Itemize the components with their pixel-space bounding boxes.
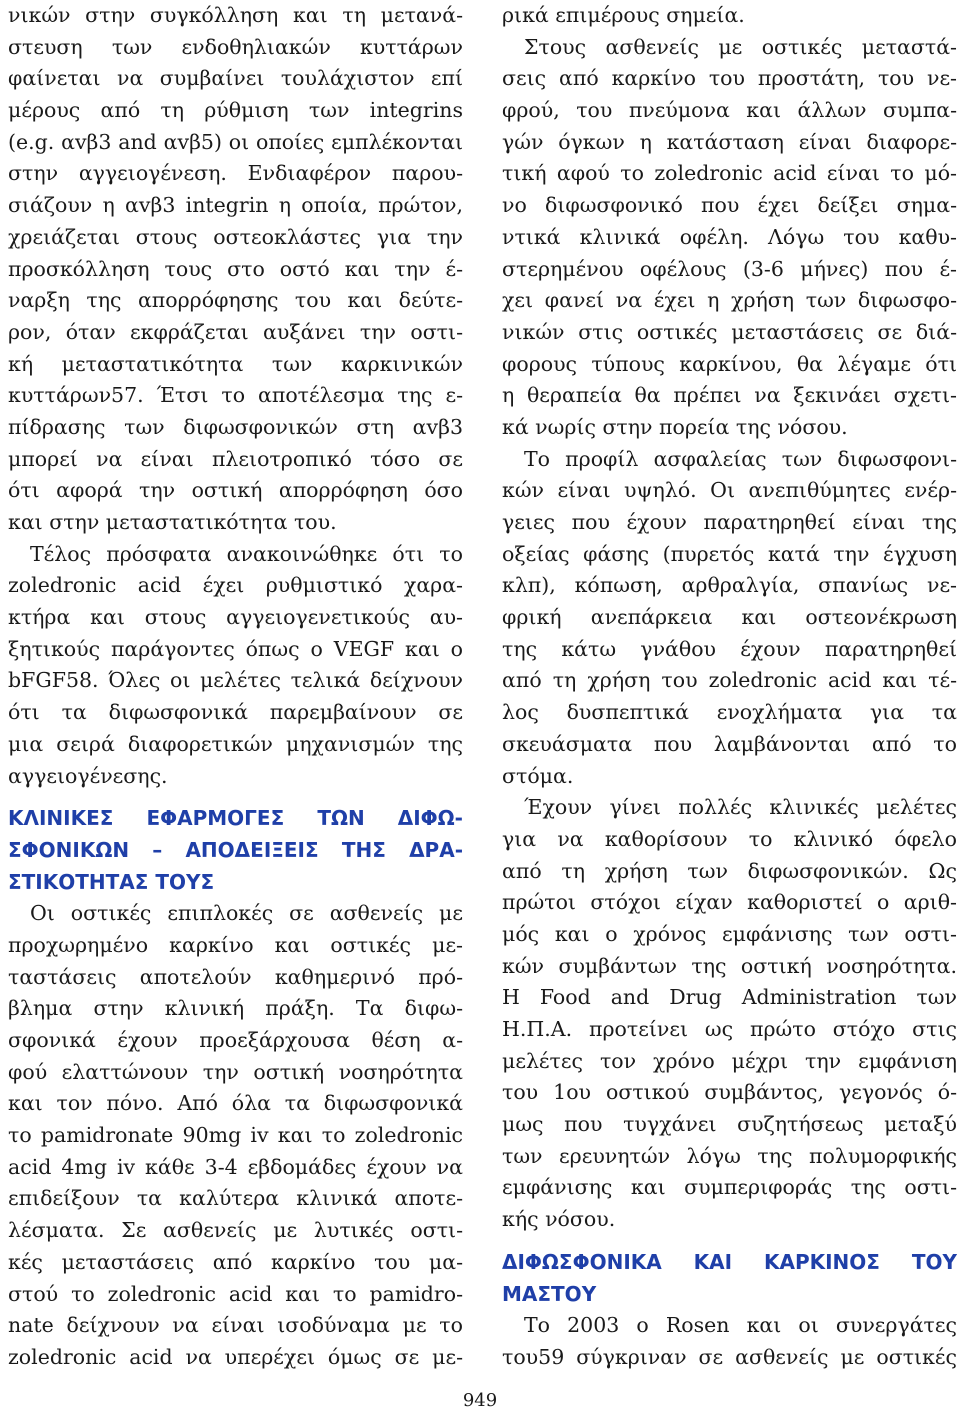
text-line: στόμα. xyxy=(502,763,574,788)
text-line: και τον πόνο. Από όλα τα διφωσφονικά xyxy=(8,1091,463,1116)
text-line: η θεραπεία θα πρέπει να ξεκινάει σχετι- xyxy=(502,383,957,408)
text-line: μέρους από τη ρύθμιση των integrins xyxy=(8,98,463,123)
text-line: τική αφού το zoledronic acid είναι το μό- xyxy=(502,161,957,186)
text-line: στού το zoledronic acid και το pamidro- xyxy=(8,1281,463,1306)
text-line: μός και ο χρόνος εμφάνισης των οστι- xyxy=(502,921,957,946)
page-number: 949 xyxy=(462,1390,498,1411)
text-line: κές μεταστάσεις από καρκίνο του μα- xyxy=(8,1249,463,1274)
text-line: εμφάνισης και συμπεριφοράς της οστι- xyxy=(502,1175,957,1200)
text-line: για να καθορίσουν το κλινικό όφελο xyxy=(502,826,957,851)
paragraph-gap xyxy=(502,1236,957,1247)
text-line: λέσματα. Σε ασθενείς με λυτικές οστι- xyxy=(8,1218,463,1243)
text-line: ρικά επιμέρους σημεία. xyxy=(502,3,745,27)
text-line: χει φανεί να έχει η χρήση των διφωσφο- xyxy=(502,288,957,313)
section-heading: ΜΑΣΤΟΥ xyxy=(502,1281,597,1306)
text-line: bFGF58. Όλες οι μελέτες τελικά δείχνουν xyxy=(8,668,463,693)
text-line: ότι τα διφωσφονικά παρεμβαίνουν σε xyxy=(8,700,463,725)
text-line: κών συμβάντων της οστική νοσηρότητα. xyxy=(502,953,957,978)
text-line: στην αγγειογένεση. Ενδιαφέρον παρου- xyxy=(8,161,463,186)
text-line: επιδείξουν τα καλύτερα κλινικά αποτε- xyxy=(8,1186,463,1211)
text-line: κής νόσου. xyxy=(502,1207,616,1232)
text-line: zoledronic acid έχει ρυθμιστικό χαρα- xyxy=(8,573,463,598)
text-line: χρειάζεται στους οστεοκλάστες για την xyxy=(8,224,463,249)
text-line: σιάζουν η αvβ3 integrin η οποία, πρώτον, xyxy=(8,193,463,218)
text-line: Η.Π.Α. προτείνει ως πρώτο στόχο στις xyxy=(502,1017,957,1041)
text-line: ξητικούς παράγοντες όπως ο VEGF και ο xyxy=(8,636,463,661)
paragraph-gap xyxy=(8,792,463,803)
text-line: το pamidronate 90mg iv και το zoledronic xyxy=(8,1123,463,1148)
text-line: των ερευνητών λόγω της πολυμορφικής xyxy=(502,1143,957,1168)
section-heading: ΣΤΙΚΟΤΗΤΑΣ ΤΟΥΣ xyxy=(8,869,215,894)
text-line: προχωρημένο καρκίνο και οστικές με- xyxy=(8,932,463,957)
text-line: Η Food and Drug Administration των xyxy=(502,985,957,1010)
right-column xyxy=(502,0,957,1374)
text-line: ναρξη της απορρόφησης του και δεύτε- xyxy=(8,288,463,313)
text-line: αγγειογένεσης. xyxy=(8,763,168,788)
text-line: Έχουν γίνει πολλές κλινικές μελέτες xyxy=(524,795,957,820)
text-line: κών είναι υψηλό. Οι ανεπιθύμητες ενέρ- xyxy=(502,478,957,503)
text-line: φορους τύπους καρκίνου, θα λέγαμε ότι xyxy=(502,351,957,376)
text-line: σεις από καρκίνο του προστάτη, του νε- xyxy=(502,66,957,91)
text-line: Το 2003 ο Rosen και οι συνεργάτες xyxy=(524,1313,957,1338)
text-line: acid 4mg iv κάθε 3-4 εβδομάδες έχουν να xyxy=(8,1154,463,1179)
text-line: zoledronic acid να υπερέχει όμως σε με- xyxy=(8,1344,463,1369)
text-line: μπορεί να είναι πλειοτροπικό τόσο σε xyxy=(8,446,463,471)
left-column xyxy=(8,0,463,1374)
text-line: στευση των ενδοθηλιακών κυττάρων xyxy=(8,34,463,59)
text-line: φαίνεται να συμβαίνει τουλάχιστον επί xyxy=(8,66,463,91)
text-line: πρώτοι στόχοι είχαν καθοριστεί ο αριθ- xyxy=(502,890,957,915)
text-line: κυττάρων57. Έτσι το αποτέλεσμα της ε- xyxy=(8,383,463,408)
text-line: βλημα στην κλινική πράξη. Τα διφω- xyxy=(8,996,463,1021)
text-line: μια σειρά διαφορετικών μηχανισμών της xyxy=(8,731,463,756)
text-line: μελέτες τον χρόνο μέχρι την εμφάνιση xyxy=(502,1048,957,1073)
text-line: νο διφωσφονικό που έχει δείξει σημα- xyxy=(502,193,957,218)
text-line: ταστάσεις αποτελούν καθημερινό πρό- xyxy=(8,964,463,989)
text-line: νικών στην συγκόλληση και τη μετανά- xyxy=(8,3,463,27)
text-line: φρική ανεπάρκεια και οστεονέκρωση xyxy=(502,605,957,630)
text-line: μως που τυγχάνει συζητήσεως μεταξύ xyxy=(502,1112,957,1137)
text-line: Στους ασθενείς με οστικές μεταστά- xyxy=(524,34,957,59)
text-line: του 1ου οστικού συμβάντος, γεγονός ό- xyxy=(502,1080,957,1105)
section-heading: ΔΙΦΩΣΦΟΝΙΚΑ ΚΑΙ ΚΑΡΚΙΝΟΣ ΤΟΥ xyxy=(502,1249,957,1274)
text-line: στερημένου οφέλους (3-6 μήνες) που έ- xyxy=(502,256,957,281)
text-line: ρον, όταν εκφράζεται αυξάνει την οστι- xyxy=(8,319,463,344)
section-heading: ΚΛΙΝΙΚΕΣ ΕΦΑΡΜΟΓΕΣ ΤΩΝ ΔΙΦΩ- xyxy=(8,806,463,831)
text-line: νικών στις οστικές μεταστάσεις σε διά- xyxy=(502,319,957,344)
text-line: λος δυσπεπτικά ενοχλήματα για τα xyxy=(502,700,957,725)
text-line: σφονικά έχουν προεξάρχουσα θέση α- xyxy=(8,1028,463,1052)
text-line: ντικά κλινικά οφέλη. Λόγω του καθυ- xyxy=(502,224,957,249)
text-line: προσκόλληση τους στο οστό και την έ- xyxy=(8,256,463,281)
text-line: Οι οστικές επιπλοκές σε ασθενείς με xyxy=(30,901,463,926)
text-line: σκευάσματα που λαμβάνονται από το xyxy=(502,731,957,756)
text-line: του59 σύγκριναν σε ασθενείς με οστικές xyxy=(502,1344,957,1369)
text-line: γών όγκων η κατάσταση είναι διαφορε- xyxy=(502,129,957,154)
text-line: και στην μεταστατικότητα του. xyxy=(8,510,337,534)
text-line: nate δείχνουν να είναι ισοδύναμα με το xyxy=(8,1313,463,1338)
text-line: κλπ), κόπωση, αρθραλγία, σπανίως νε- xyxy=(502,573,957,598)
text-line: Το προφίλ ασφαλείας των διφωσφονι- xyxy=(524,446,957,471)
text-line: κά νωρίς στην πορεία της νόσου. xyxy=(502,414,848,439)
text-line: κτήρα και στους αγγειογενετικούς αυ- xyxy=(8,605,463,630)
text-line: οξείας φάσης (πυρετός κατά την έγχυση xyxy=(502,541,957,566)
text-line: φρού, του πνεύμονα και άλλων συμπα- xyxy=(502,98,957,123)
text-line: από τη χρήση του zoledronic acid και τέ- xyxy=(502,668,957,693)
text-line: φού ελαττώνουν την οστική νοσηρότητα xyxy=(8,1059,463,1084)
text-line: (e.g. αvβ3 and αvβ5) οι οποίες εμπλέκονται xyxy=(8,129,463,154)
text-line: από τη χρήση των διφωσφονικών. Ως xyxy=(502,858,957,883)
section-heading: ΣΦΟΝΙΚΩΝ – ΑΠΟΔΕΙΞΕΙΣ ΤΗΣ ΔΡΑ- xyxy=(8,837,463,862)
text-line: πίδρασης των διφωσφονικών στη αvβ3 xyxy=(8,414,463,439)
text-line: της κάτω γνάθου έχουν παρατηρηθεί xyxy=(502,636,957,661)
text-line: Τέλος πρόσφατα ανακοινώθηκε ότι το xyxy=(30,541,463,566)
text-line: γειες που έχουν παρατηρηθεί είναι της xyxy=(502,510,957,534)
text-line: ότι αφορά την οστική απορρόφηση όσο xyxy=(8,478,463,503)
text-line: κή μεταστατικότητα των καρκινικών xyxy=(8,351,463,376)
